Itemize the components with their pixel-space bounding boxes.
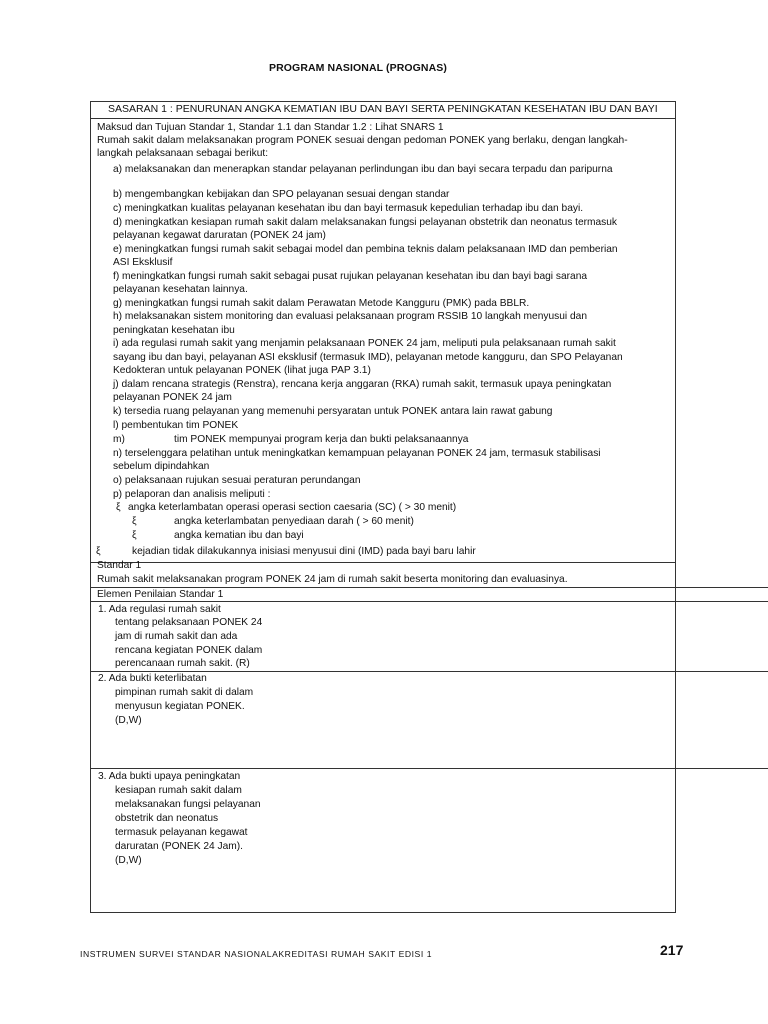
page-title: PROGRAM NASIONAL (PROGNAS) <box>269 62 447 74</box>
elemen-heading-bottom-border <box>90 601 768 602</box>
maksud-item-g: g) meningkatkan fungsi rumah sakit dalam Perawatan Metode Kangguru (PMK) pada BBLR. <box>113 298 530 309</box>
standar-heading: Standar 1 <box>97 560 142 571</box>
elemen-item-3-line: 3. Ada bukti upaya peningkatan <box>98 771 241 782</box>
maksud-item-n-cont: sebelum dipindahkan <box>113 461 210 472</box>
elemen-item-3-line: (D,W) <box>115 855 142 866</box>
maksud-item-d: d) meningkatkan kesiapan rumah sakit dalam melaksanakan fungsi pelayanan obstetrik dan neonatus termasuk <box>113 217 618 228</box>
maksud-item-h-cont: peningkatan kesehatan ibu <box>113 325 235 336</box>
maksud-item-i-cont: Kedokteran untuk pelayanan PONEK (lihat juga PAP 3.1) <box>113 365 371 376</box>
table-top-border <box>90 101 676 102</box>
maksud-item-f: f) meningkatkan fungsi rumah sakit sebagai pusat rujukan pelayanan kesehatan ibu dan bayi bagi sarana <box>113 271 588 282</box>
table-left-border <box>90 101 91 913</box>
maksud-item-j-cont: pelayanan PONEK 24 jam <box>113 392 232 403</box>
standar-bottom-border <box>90 587 768 588</box>
bullet-symbol: ξ <box>132 530 137 541</box>
elemen-item-2-line: menyusun kegiatan PONEK. <box>115 701 245 712</box>
maksud-item-j: j) dalam rencana strategis (Renstra), rencana kerja anggaran (RKA) rumah sakit, termasuk upaya peningkatan <box>113 379 612 390</box>
maksud-line: Rumah sakit dalam melaksanakan program PONEK sesuai dengan pedoman PONEK yang berlaku, dengan langkah- <box>97 135 628 146</box>
maksud-item-l: l) pembentukan tim PONEK <box>113 420 239 431</box>
maksud-item-e-cont: ASI Eksklusif <box>113 257 173 268</box>
standar-text: Rumah sakit melaksanakan program PONEK 24 jam di rumah sakit beserta monitoring dan evaluasinya. <box>97 574 568 585</box>
elemen-item-2-line: 2. Ada bukti keterlibatan <box>98 673 207 684</box>
maksud-bullet-sc: angka keterlambatan operasi operasi section caesaria (SC) ( > 30 menit) <box>128 502 457 513</box>
elemen-item-1-line: tentang pelaksanaan PONEK 24 <box>115 617 263 628</box>
table-right-border <box>675 101 676 913</box>
elemen-item-2-line: (D,W) <box>115 715 142 726</box>
maksud-item-a: a) melaksanakan dan menerapkan standar pelayanan perlindungan ibu dan bayi secara terpadu dan paripurna <box>113 164 613 175</box>
elemen-row2-bottom-border <box>90 768 768 769</box>
bullet-symbol: ξ <box>96 546 101 557</box>
footer-text: INSTRUMEN SURVEI STANDAR NASIONALAKREDITASI RUMAH SAKIT EDISI 1 <box>80 949 433 959</box>
maksud-item-f-cont: pelayanan kesehatan lainnya. <box>113 284 248 295</box>
elemen-item-3-line: daruratan (PONEK 24 Jam). <box>115 841 243 852</box>
maksud-item-h: h) melaksanakan sistem monitoring dan evaluasi pelaksanaan program RSSIB 10 langkah menyusui dan <box>113 311 587 322</box>
elemen-item-1-line: jam di rumah sakit dan ada <box>115 631 238 642</box>
elemen-heading: Elemen Penilaian Standar 1 <box>97 589 224 600</box>
elemen-item-2-line: pimpinan rumah sakit di dalam <box>115 687 254 698</box>
elemen-item-1-line: 1. Ada regulasi rumah sakit <box>98 604 221 615</box>
maksud-item-b: b) mengembangkan kebijakan dan SPO pelayanan sesuai dengan standar <box>113 189 450 200</box>
sasaran-bottom-border <box>90 118 676 119</box>
elemen-item-1-line: rencana kegiatan PONEK dalam <box>115 645 263 656</box>
sasaran-heading: SASARAN 1 : PENURUNAN ANGKA KEMATIAN IBU DAN BAYI SERTA PENINGKATAN KESEHATAN IBU DAN BAYI <box>108 103 658 115</box>
maksud-bullet-darah: angka keterlambatan penyediaan darah ( > 60 menit) <box>174 516 414 527</box>
maksud-item-p: p) pelaporan dan analisis meliputi : <box>113 489 271 500</box>
maksud-line: langkah pelaksanaan sebagai berikut: <box>97 148 269 159</box>
maksud-item-i-cont: sayang ibu dan bayi, pelayanan ASI eksklusif (termasuk IMD), pelayanan metode kangguru, dan SPO Pelayanan <box>113 352 623 363</box>
maksud-item-e: e) meningkatkan fungsi rumah sakit sebagai model dan pembina teknis dalam pelaksanaan IMD dan pemberian <box>113 244 618 255</box>
bullet-symbol: ξ <box>116 502 121 513</box>
maksud-item-o: o) pelaksanaan rujukan sesuai peraturan perundangan <box>113 475 361 486</box>
elemen-item-3-line: melaksanakan fungsi pelayanan <box>115 799 261 810</box>
bullet-symbol: ξ <box>132 516 137 527</box>
maksud-item-k: k) tersedia ruang pelayanan yang memenuhi persyaratan untuk PONEK antara lain rawat gabung <box>113 406 553 417</box>
maksud-heading: Maksud dan Tujuan Standar 1, Standar 1.1 dan Standar 1.2 : Lihat SNARS 1 <box>97 122 444 133</box>
elemen-item-3-line: obstetrik dan neonatus <box>115 813 219 824</box>
maksud-item-d-cont: pelayanan kegawat daruratan (PONEK 24 jam) <box>113 230 326 241</box>
maksud-item-m-label: m) <box>113 434 125 445</box>
table-bottom-border <box>90 912 676 913</box>
elemen-item-3-line: termasuk pelayanan kegawat <box>115 827 248 838</box>
maksud-bullet-imd: kejadian tidak dilakukannya inisiasi menyusui dini (IMD) pada bayi baru lahir <box>132 546 476 557</box>
elemen-item-3-line: kesiapan rumah sakit dalam <box>115 785 242 796</box>
maksud-item-i: i) ada regulasi rumah sakit yang menjamin pelaksanaan PONEK 24 jam, meliputi pula pelaksanaan rumah sakit <box>113 338 616 349</box>
elemen-item-1-line: perencanaan rumah sakit. (R) <box>115 658 250 669</box>
page-number: 217 <box>660 942 684 958</box>
maksud-item-c: c) meningkatkan kualitas pelayanan kesehatan ibu dan bayi termasuk kepedulian terhadap ibu dan bayi. <box>113 203 584 214</box>
maksud-bottom-border <box>90 562 676 563</box>
maksud-item-m: tim PONEK mempunyai program kerja dan bukti pelaksanaannya <box>174 434 469 445</box>
maksud-item-n: n) terselenggara pelatihan untuk meningkatkan kemampuan pelayanan PONEK 24 jam, termasuk stabilisasi <box>113 448 601 459</box>
maksud-bullet-kematian: angka kematian ibu dan bayi <box>174 530 304 541</box>
